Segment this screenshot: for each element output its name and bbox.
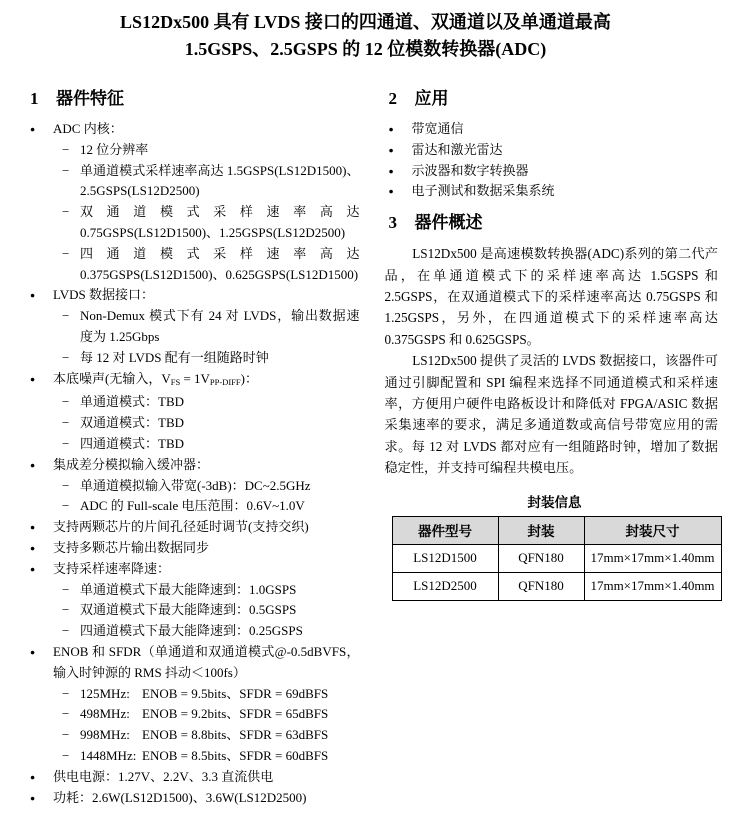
noise-text-pre: 本底噪声(无输入，V: [53, 370, 171, 386]
enob-frequency: 125MHz:: [80, 685, 130, 701]
feature-subitem: [26, 476, 360, 497]
dash-icon: −: [62, 747, 70, 763]
section-number: 1: [30, 89, 39, 108]
feature-subtext: 单通道模式采样速率高达 1.5GSPS(LS12D1500)、2.5GSPS(LS12D2500): [80, 162, 360, 199]
application-item: [385, 140, 719, 161]
dash-icon: −: [62, 349, 70, 365]
feature-subitem: [26, 392, 360, 413]
feature-subtext: 四通道模式采样速率高达 0.375GSPS(LS12D1500)、0.625GSPS(LS12D1500): [80, 245, 360, 282]
feature-subitem: [26, 496, 360, 517]
right-column: [385, 88, 719, 601]
column-header-package: 封装: [498, 516, 584, 544]
noise-text-post: )：: [240, 370, 258, 386]
dash-icon: −: [62, 141, 70, 157]
feature-subitem: [26, 580, 360, 601]
noise-text-mid: = 1V: [180, 370, 210, 386]
section-title: 应用: [414, 89, 449, 108]
enob-value: ENOB = 9.5bits、SFDR = 69dBFS: [142, 685, 329, 701]
feature-label: 支持采样速率降速：: [53, 560, 171, 576]
feature-label: 集成差分模拟输入缓冲器：: [53, 456, 210, 472]
bullet-icon: ●: [30, 771, 36, 782]
dash-icon: −: [62, 706, 70, 722]
feature-label: [53, 369, 360, 393]
application-item: [385, 161, 719, 182]
section-title: 器件概述: [414, 213, 483, 233]
feature-item-supply: [26, 767, 360, 788]
bullet-icon: ●: [30, 646, 36, 657]
noise-subscript-fs: FS: [170, 376, 181, 387]
column-header-part-number: 器件型号: [392, 516, 498, 544]
cell-part-number: LS12D2500: [392, 572, 498, 600]
section-features-heading: [26, 88, 360, 110]
enob-value: ENOB = 8.5bits、SFDR = 60dBFS: [142, 747, 329, 763]
feature-subitem: [26, 725, 360, 746]
feature-item-lvds: [26, 285, 360, 306]
feature-label: ADC 内核：: [53, 121, 123, 136]
feature-subtext: ADC 的 Full-scale 电压范围：0.6V~1.0V: [80, 498, 305, 514]
cell-package: QFN180: [498, 572, 584, 600]
package-info-table: [392, 516, 722, 601]
bullet-icon: ●: [388, 165, 394, 176]
feature-subitem: [26, 161, 360, 203]
column-header-package-size: 封装尺寸: [584, 516, 721, 544]
bullet-icon: ●: [30, 542, 36, 553]
feature-item-sync: [26, 538, 360, 559]
feature-subtext: 四通道模式下最大能降速到：0.25GSPS: [80, 623, 303, 639]
package-table-title: 封装信息: [527, 494, 582, 510]
feature-subtext: Non-Demux 模式下有 24 对 LVDS，输出数据速度为 1.25Gbps: [80, 308, 360, 344]
feature-subtext: 四通道模式：TBD: [80, 435, 185, 451]
cell-package-size: 17mm×17mm×1.40mm: [584, 572, 721, 600]
enob-frequency: 498MHz:: [80, 706, 130, 722]
feature-subtext: 双通道模式采样速率高达 0.75GSPS(LS12D1500)、1.25GSPS(LS12D2500): [80, 204, 360, 240]
enob-row: [80, 725, 360, 746]
feature-subitem: [26, 244, 360, 286]
bullet-icon: ●: [30, 459, 36, 470]
feature-subtext: 每 12 对 LVDS 配有一组随路时钟: [80, 349, 269, 365]
enob-frequency: 998MHz:: [80, 727, 130, 743]
feature-item-decimation: [26, 559, 360, 580]
feature-subitem: [26, 621, 360, 642]
section-title: 器件特征: [56, 89, 124, 108]
table-header-row: [392, 516, 721, 544]
dash-icon: −: [62, 581, 70, 597]
title-line-1: LS12Dx500 具有 LVDS 接口的四通道、双通道以及单通道最高: [120, 12, 611, 32]
dash-icon: −: [62, 498, 70, 514]
dash-icon: −: [62, 623, 70, 639]
bullet-icon: ●: [30, 373, 36, 384]
bullet-icon: ●: [30, 563, 36, 574]
feature-item-input-buffer: [26, 455, 360, 476]
title-line-2: 1.5GSPS、2.5GSPS 的 12 位模数转换器(ADC): [184, 39, 547, 59]
section-number: 2: [388, 89, 397, 108]
feature-item-enob-sfdr: [26, 642, 360, 684]
page-title: [0, 0, 731, 63]
application-label: 雷达和激光雷达: [411, 141, 503, 157]
enob-value: ENOB = 9.2bits、SFDR = 65dBFS: [142, 706, 329, 722]
feature-subtext: 单通道模拟输入带宽(-3dB)：DC~2.5GHz: [80, 477, 311, 493]
feature-label: ENOB 和 SFDR（单通道和双通道模式@-0.5dBVFS，输入时钟源的 RMS 抖动＜100fs）: [53, 643, 360, 680]
feature-label: 功耗：2.6W(LS12D1500)、3.6W(LS12D2500): [53, 789, 307, 805]
bullet-icon: ●: [30, 522, 36, 533]
feature-item-noise-floor: [26, 369, 360, 393]
section-applications-heading: [385, 88, 719, 110]
bullet-icon: ●: [388, 144, 394, 155]
feature-subtext: 双通道模式：TBD: [80, 415, 185, 431]
feature-subitem: [26, 306, 360, 348]
feature-subtext: 单通道模式：TBD: [80, 394, 185, 410]
dash-icon: −: [62, 308, 70, 324]
dash-icon: −: [62, 162, 70, 178]
feature-subtext: 单通道模式下最大能降速到：1.0GSPS: [80, 581, 297, 597]
feature-subitem: [26, 600, 360, 621]
feature-subtext: 12 位分辨率: [80, 141, 149, 157]
cell-part-number: LS12D1500: [392, 544, 498, 572]
feature-label: LVDS 数据接口：: [53, 287, 155, 303]
bullet-icon: ●: [388, 186, 394, 197]
application-label: 示波器和数字转换器: [411, 162, 529, 178]
section-overview-heading: [385, 212, 719, 234]
application-item: [385, 119, 719, 140]
feature-subitem: [26, 684, 360, 705]
application-label: 电子测试和数据采集系统: [411, 183, 555, 199]
feature-label: 供电电源：1.27V、2.2V、3.3 直流供电: [53, 768, 274, 784]
feature-item-power: [26, 788, 360, 809]
dash-icon: −: [62, 415, 70, 431]
dash-icon: −: [62, 685, 70, 701]
feature-item-aperture: [26, 517, 360, 538]
bullet-icon: ●: [30, 124, 36, 134]
feature-item-adc-core: [26, 119, 360, 140]
table-row: [392, 544, 721, 572]
feature-subitem: [26, 202, 360, 244]
cell-package-size: 17mm×17mm×1.40mm: [584, 544, 721, 572]
feature-subitem: [26, 348, 360, 369]
noise-subscript-ppdiff: PP-DIFF: [209, 376, 241, 387]
feature-subitem: [26, 704, 360, 725]
dash-icon: −: [62, 602, 70, 618]
bullet-icon: ●: [388, 124, 394, 134]
enob-row: [80, 746, 360, 767]
feature-subitem: [26, 413, 360, 434]
bullet-icon: ●: [30, 290, 36, 301]
table-row: [392, 572, 721, 600]
left-column: [26, 88, 360, 808]
application-label: 带宽通信: [411, 121, 464, 136]
feature-subtext: 双通道模式下最大能降速到：0.5GSPS: [80, 602, 297, 618]
enob-frequency: 1448MHz:: [80, 747, 137, 763]
dash-icon: −: [62, 727, 70, 743]
overview-paragraph-2: LS12Dx500 提供了灵活的 LVDS 数据接口，该器件可通过引脚配置和 SPI 编程来选择不同通道模式和采样速率，方便用户硬件电路板设计和降低对 FPGA/ASIC 数据采集速率的要求，满足多通道数或高信号带宽应用的需求。每 12 对 LVDS 都对应有一组随路时钟，增加了数据稳定性，并支持可编程共模电压。: [384, 353, 718, 476]
dash-icon: −: [62, 435, 70, 451]
dash-icon: −: [62, 245, 70, 261]
overview-paragraph-1: LS12Dx500 是高速模数转换器(ADC)系列的第二代产品，在单通道模式下的采样速率高达 1.5GSPS 和 2.5GSPS，在双通道模式下的采样速率高达 0.75GSPS 和 1.25GSPS，另外，在四通道模式下的采样速率高达 0.375GSPS 和 0.625GSPS。: [384, 246, 718, 347]
feature-subitem: [26, 140, 360, 161]
feature-label: 支持两颗芯片的片间孔径延时调节(支持交织): [53, 519, 309, 535]
section-number: 3: [388, 213, 397, 233]
bullet-icon: ●: [30, 792, 36, 803]
feature-subitem: [26, 434, 360, 455]
enob-row: [80, 684, 360, 705]
dash-icon: −: [62, 477, 70, 493]
application-item: [385, 181, 719, 202]
two-column-layout: [0, 63, 731, 808]
enob-row: [80, 704, 360, 725]
feature-subitem: [26, 746, 360, 767]
feature-label: 支持多颗芯片输出数据同步: [53, 539, 210, 555]
dash-icon: −: [62, 204, 70, 220]
enob-value: ENOB = 8.8bits、SFDR = 63dBFS: [142, 727, 329, 743]
dash-icon: −: [62, 394, 70, 410]
cell-package: QFN180: [498, 544, 584, 572]
